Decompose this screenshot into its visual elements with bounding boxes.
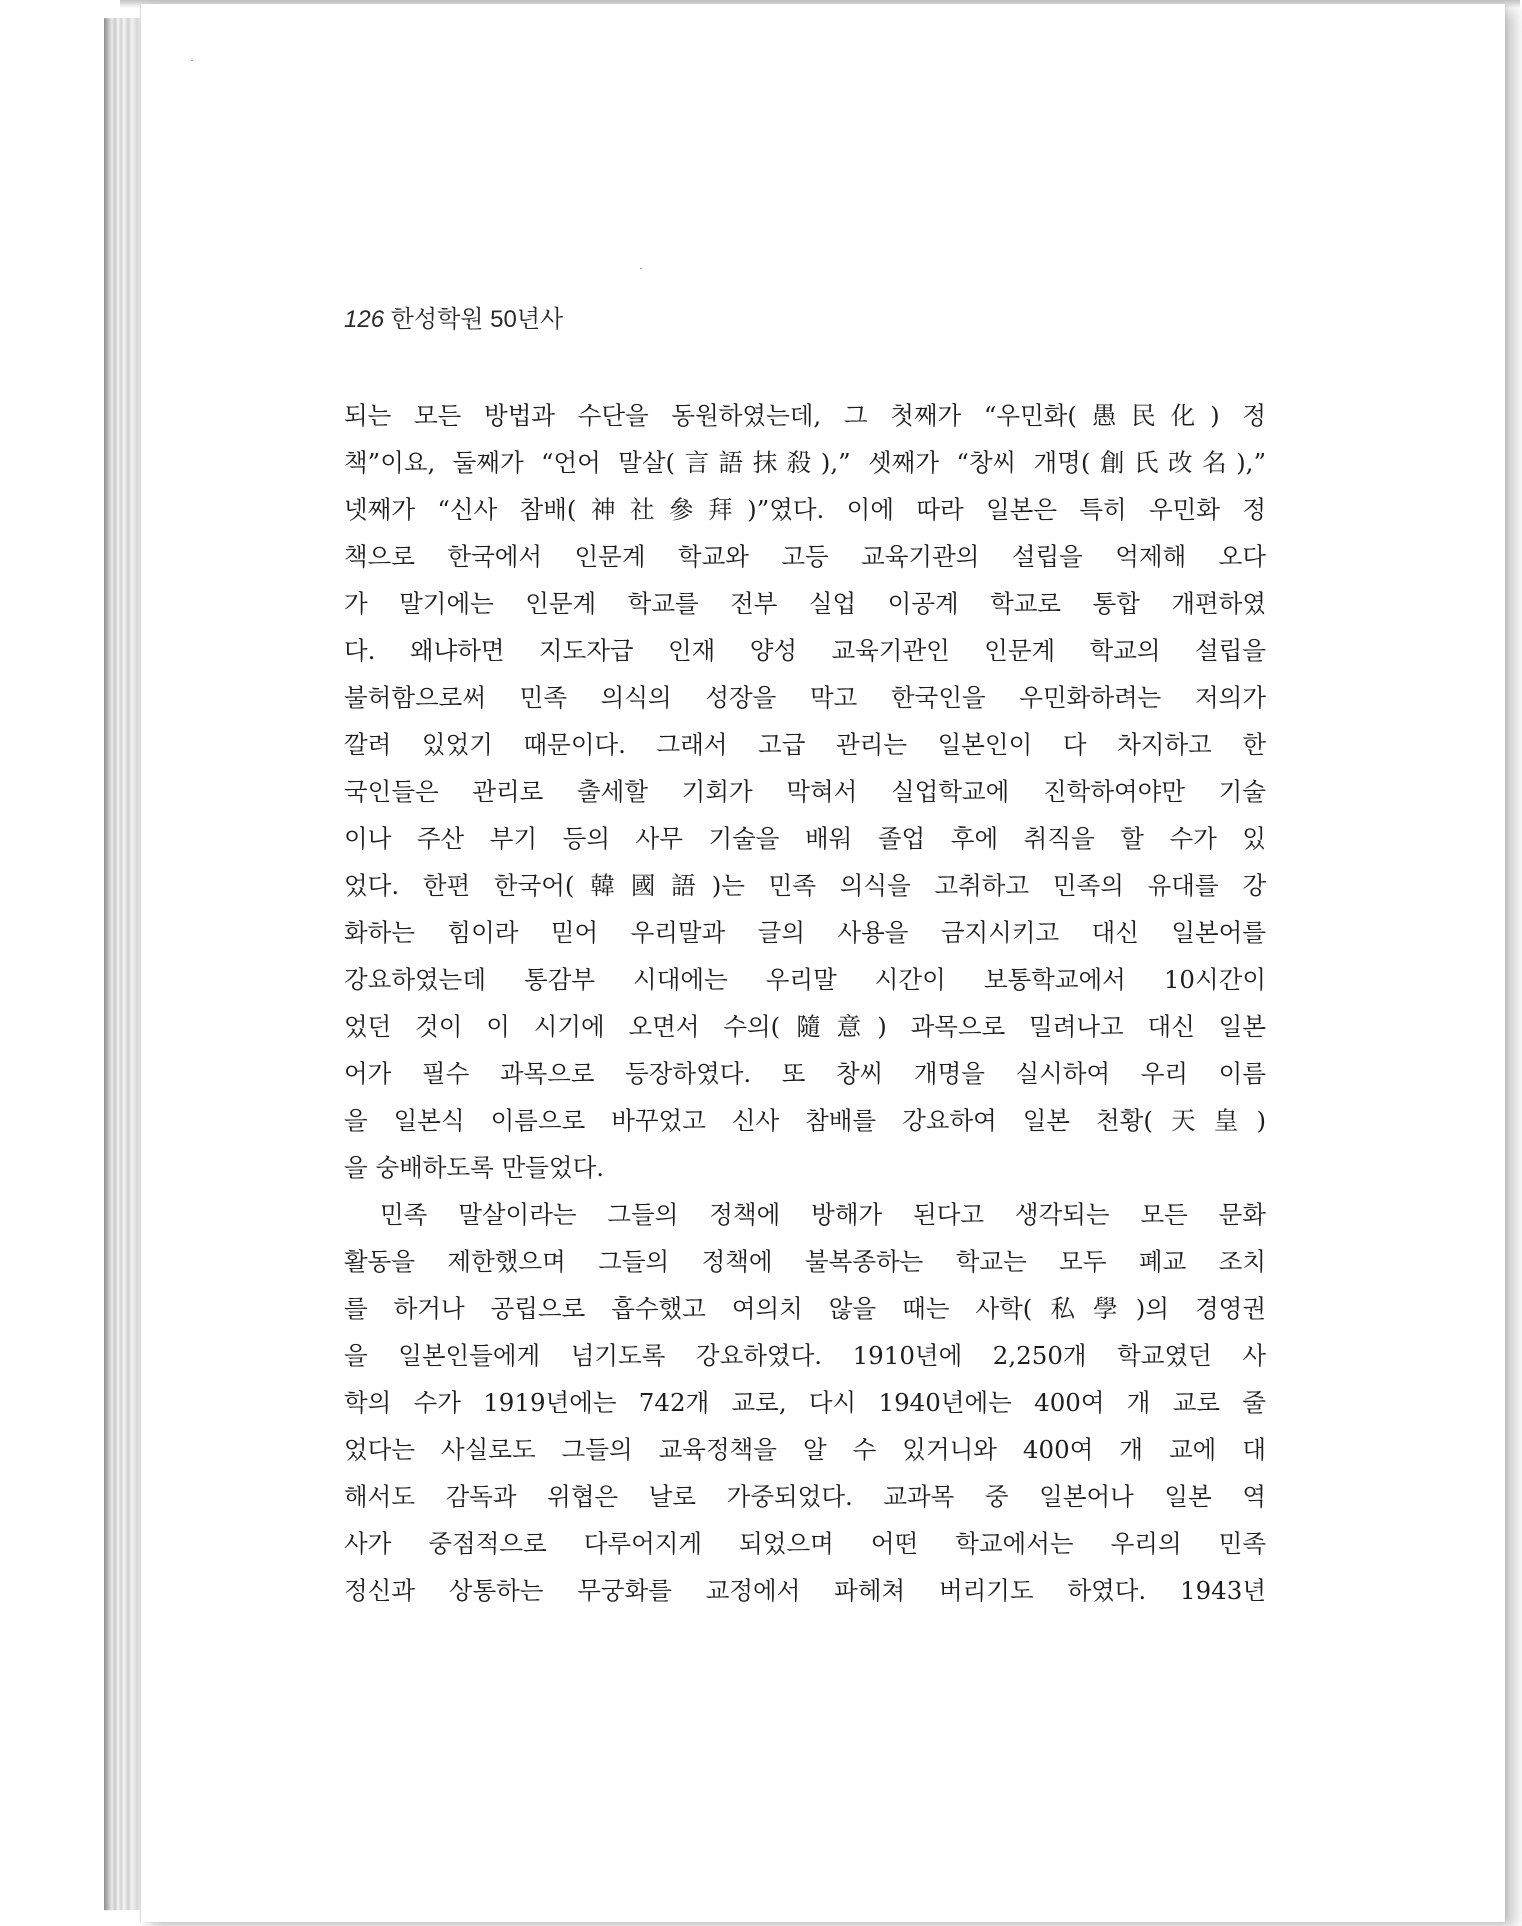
text-line: 가 말기에는 인문계 학교를 전부 실업 이공계 학교로 통합 개편하였: [344, 589, 1266, 618]
text-line: 깔려 있었기 때문이다. 그래서 고급 관리는 일본인이 다 차지하고 한: [344, 730, 1266, 759]
text-line: 넷째가 “신사 참배(神社參拜)”였다. 이에 따라 일본은 특히 우민화 정: [344, 495, 1266, 524]
text-line: 다. 왜냐하면 지도자급 인재 양성 교육기관인 인문계 학교의 설립을: [344, 636, 1266, 665]
text-line: 불허함으로써 민족 의식의 성장을 막고 한국인을 우민화하려는 저의가: [344, 683, 1266, 712]
text-line: 었다. 한편 한국어(韓國語)는 민족 의식을 고취하고 민족의 유대를 강: [344, 871, 1266, 900]
text-line: 국인들은 관리로 출세할 기회가 막혀서 실업학교에 진학하여야만 기술: [344, 777, 1266, 806]
text-line: 을 일본인들에게 넘기도록 강요하였다. 1910년에 2,250개 학교였던 사: [344, 1341, 1266, 1370]
text-line: 를 하거나 공립으로 흡수했고 여의치 않을 때는 사학(私學)의 경영권: [344, 1294, 1266, 1323]
paragraph-end-line: 을 숭배하도록 만들었다.: [344, 1153, 605, 1182]
paragraph-first-line: 민족 말살이라는 그들의 정책에 방해가 된다고 생각되는 모든 문화: [380, 1200, 1266, 1229]
text-line: 되는 모든 방법과 수단을 동원하였는데, 그 첫째가 “우민화(愚民化) 정: [344, 401, 1266, 430]
text-line: 정신과 상통하는 무궁화를 교정에서 파헤쳐 버리기도 하였다. 1943년: [344, 1576, 1266, 1605]
text-line: 었다는 사실로도 그들의 교육정책을 알 수 있거니와 400여 개 교에 대: [344, 1435, 1266, 1464]
text-line: 책으로 한국에서 인문계 학교와 고등 교육기관의 설립을 억제해 오다: [344, 542, 1266, 571]
text-line: 강요하였는데 통감부 시대에는 우리말 시간이 보통학교에서 10시간이: [344, 965, 1266, 994]
text-line: 활동을 제한했으며 그들의 정책에 불복종하는 학교는 모두 폐교 조치: [344, 1247, 1266, 1276]
text-line: 어가 필수 과목으로 등장하였다. 또 창씨 개명을 실시하여 우리 이름: [344, 1059, 1266, 1088]
scan-speck: [191, 60, 193, 61]
book-title: 한성학원 50년사: [390, 306, 564, 333]
text-line: 이나 주산 부기 등의 사무 기술을 배워 졸업 후에 취직을 할 수가 있: [344, 824, 1266, 853]
text-line: 사가 중점적으로 다루어지게 되었으며 어떤 학교에서는 우리의 민족: [344, 1529, 1266, 1558]
text-line: 책”이요, 둘째가 “언어 말살(言語抹殺),” 셋째가 “창씨 개명(創氏改名),”: [344, 448, 1266, 477]
text-line: 해서도 감독과 위협은 날로 가중되었다. 교과목 중 일본어나 일본 역: [344, 1482, 1266, 1511]
text-line: 었던 것이 이 시기에 오면서 수의(隨意) 과목으로 밀려나고 대신 일본: [344, 1012, 1266, 1041]
page-number: 126: [344, 306, 385, 333]
text-line: 학의 수가 1919년에는 742개 교로, 다시 1940년에는 400여 개 교로 줄: [344, 1388, 1266, 1417]
text-line: 을 일본식 이름으로 바꾸었고 신사 참배를 강요하여 일본 천황(天皇): [344, 1106, 1266, 1135]
scan-speck: [640, 268, 642, 269]
body-text: [344, 392, 1266, 1614]
running-head: [344, 299, 563, 334]
text-line: 화하는 힘이라 믿어 우리말과 글의 사용을 금지시키고 대신 일본어를: [344, 918, 1266, 947]
